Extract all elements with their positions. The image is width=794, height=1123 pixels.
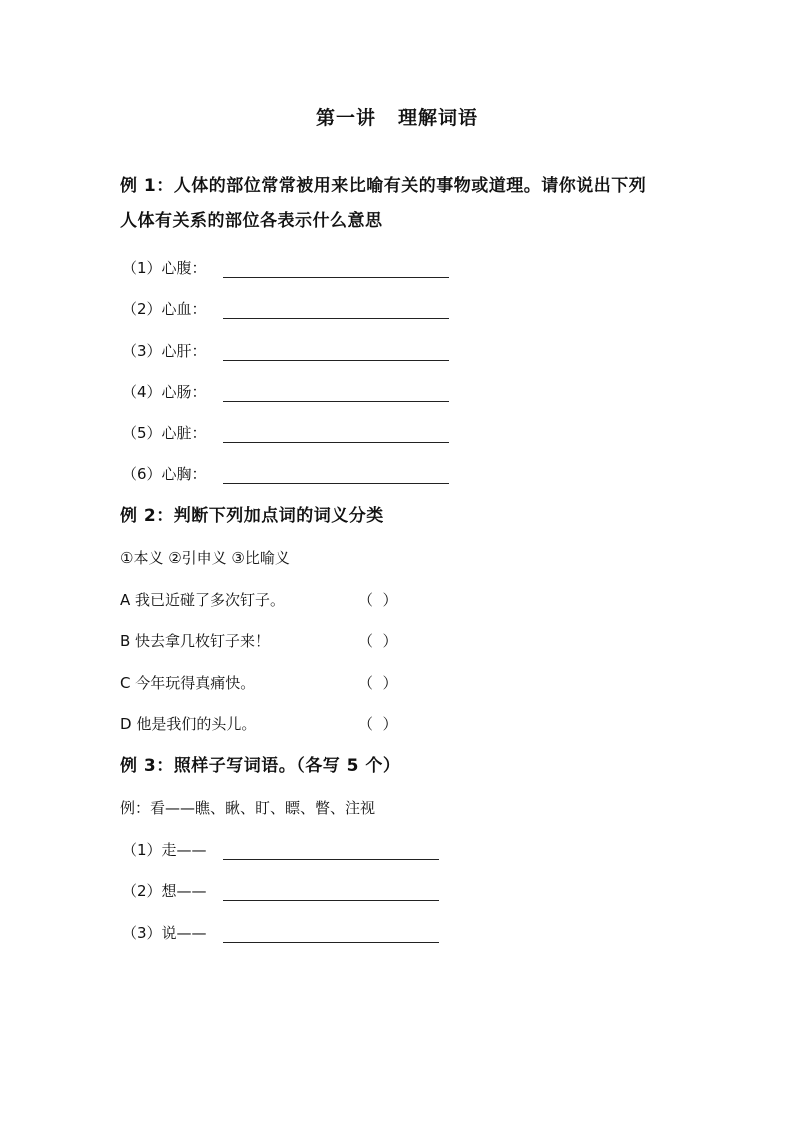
example2-heading: 例 2：判断下列加点词的词义分类 [120,506,384,526]
answer-blank[interactable] [223,422,449,443]
item-number: （5） [122,424,162,442]
example1-heading-line2: 人体有关系的部位各表示什么意思 [120,211,383,231]
item-word: 心血： [161,300,207,318]
item-word: 心腹： [161,259,207,277]
answer-blank[interactable] [223,463,449,484]
answer-blank[interactable] [223,381,449,402]
answer-parentheses[interactable]: （ ） [358,715,398,733]
example1-item [122,420,207,446]
example1-item [122,461,207,487]
item-word: 心肝： [161,342,207,360]
judge-sentence [120,628,420,654]
judge-sentence [120,670,420,696]
item-word: 想—— [161,882,207,900]
answer-blank[interactable] [223,880,439,901]
answer-parentheses[interactable]: （ ） [358,674,398,692]
meaning-options: ①本义 ②引申义 ③比喻义 [120,549,290,567]
sentence-text: C 今年玩得真痛快。 [120,674,256,692]
example3-item [122,920,207,946]
answer-blank[interactable] [223,839,439,860]
example3-item [122,878,207,904]
answer-blank[interactable] [223,298,449,319]
title-lecture: 第一讲 [315,107,376,129]
example1-item [122,296,207,322]
item-number: （2） [122,882,162,900]
title-topic: 理解词语 [398,107,479,129]
answer-blank[interactable] [223,257,449,278]
example3-item [122,837,207,863]
judge-sentence [120,587,420,613]
item-number: （4） [122,383,162,401]
item-word: 心胸： [161,465,207,483]
item-number: （1） [122,259,162,277]
sentence-text: B 快去拿几枚钉子来！ [120,632,271,650]
answer-blank[interactable] [223,340,449,361]
sentence-text: D 他是我们的头儿。 [120,715,257,733]
item-number: （3） [122,342,162,360]
example1-item [122,379,207,405]
judge-sentence [120,711,420,737]
sentence-text: A 我已近碰了多次钉子。 [120,591,286,609]
item-word: 走—— [161,841,207,859]
item-word: 心脏： [161,424,207,442]
item-number: （2） [122,300,162,318]
example1-heading-line1: 例 1：人体的部位常常被用来比喻有关的事物或道理。请你说出下列 [120,176,647,196]
answer-parentheses[interactable]: （ ） [358,632,398,650]
sample-answer: 例：看——瞧、瞅、盯、瞟、瞥、注视 [120,799,376,817]
answer-blank[interactable] [223,922,439,943]
item-number: （1） [122,841,162,859]
page-title [0,104,794,132]
example1-item [122,255,207,281]
example3-heading: 例 3：照样子写词语。（各写 5 个） [120,756,401,776]
answer-parentheses[interactable]: （ ） [358,591,398,609]
example1-item [122,338,207,364]
item-number: （6） [122,465,162,483]
item-word: 说—— [161,924,207,942]
item-number: （3） [122,924,162,942]
item-word: 心肠： [161,383,207,401]
